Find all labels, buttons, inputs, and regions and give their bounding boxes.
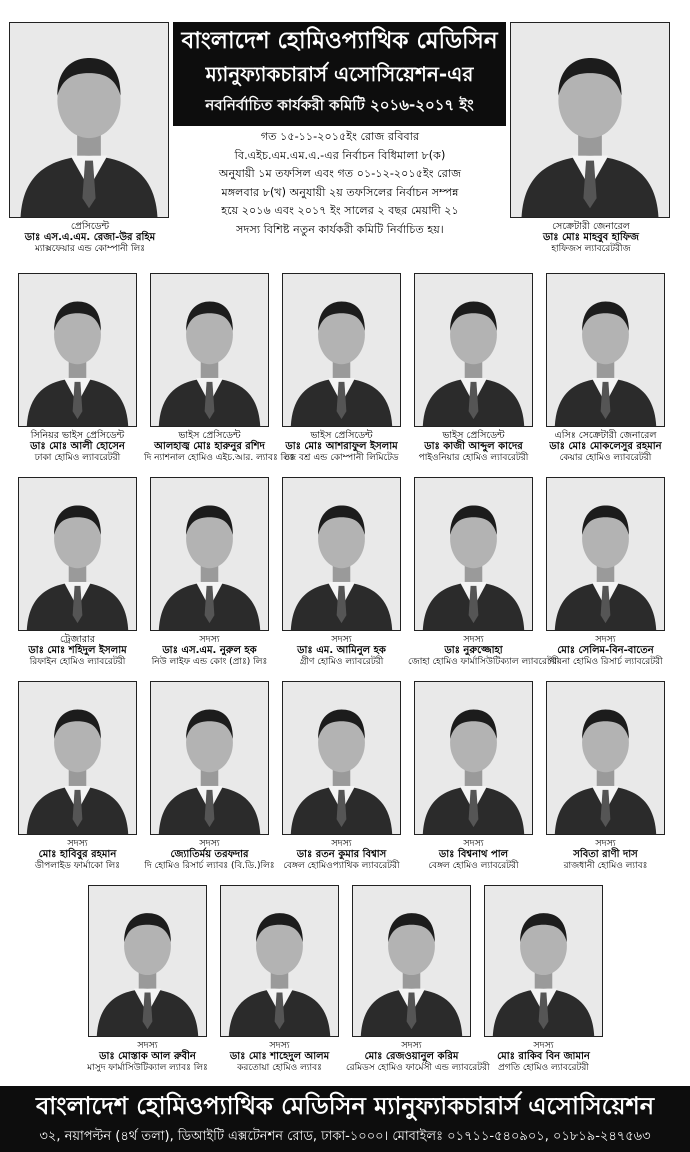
member-photo xyxy=(18,477,137,631)
portrait-silhouette xyxy=(415,274,532,426)
member-organization: দি হোমিও রিসার্চ ল্যাবঃ (বি.ডি.)লিঃ xyxy=(144,861,275,872)
member-organization: রাজধানী হোমিও ল্যাবঃ xyxy=(563,861,648,872)
member-caption xyxy=(144,634,275,668)
member-photo xyxy=(414,681,533,835)
member-photo xyxy=(484,885,603,1037)
member-name: ডাঃ মোঃ মোকলেসুর রহমান xyxy=(549,441,662,453)
member-name: ডাঃ এম. আমিনুল হক xyxy=(297,645,386,657)
member-organization: প্রগতি হোমিও ল্যাবরেটরী xyxy=(498,1063,589,1074)
member-role: প্রেসিডেন্ট xyxy=(70,221,110,232)
notice-line: মঙ্গলবার ৮(খ) অনুযায়ী ২য় তফসিলের নির্বাচন সম্পন্ন xyxy=(221,185,459,199)
member-organization: পাবনা হোমিও রিসার্চ ল্যাবরেটরী xyxy=(548,657,663,668)
portrait-silhouette xyxy=(151,682,268,834)
member-name: ডাঃ মোস্তাক আল রুবীন xyxy=(99,1051,196,1063)
member-role: সিনিয়র ভাইস প্রেসিডেন্ট xyxy=(30,430,125,441)
member-name: ডাঃ মোঃ মাহবুব হাফিজ xyxy=(543,232,639,244)
member-caption xyxy=(540,838,671,872)
member-organization: ঢাকা হোমিও ল্যাবরেটরী xyxy=(34,453,121,464)
member-role: সদস্য xyxy=(595,634,616,645)
member-name: ডাঃ মোঃ শহিদুল ইসলাম xyxy=(28,645,127,657)
member-photo xyxy=(546,681,665,835)
member-role: ট্রেজারার xyxy=(59,634,96,645)
contact-address: ৩২, নয়াপল্টন (৪র্থ তলা), ডিআইটি এক্সটেনশন রোড, ঢাকা-১০০০। মোবাইলঃ ০১৭১১-৫৪০৯০১, ০১৮১৯-২৪৭৫৬৩ xyxy=(39,1129,651,1144)
member-role: সদস্য xyxy=(199,838,220,849)
member-caption xyxy=(346,1040,490,1074)
member-role: সদস্য xyxy=(199,634,220,645)
member-name: ডাঃ নুরুজ্জোহা xyxy=(444,645,503,657)
title-line-3: নবনির্বাচিত কার্যকরী কমিটি ২০১৬-২০১৭ ইং xyxy=(205,96,474,114)
portrait-silhouette xyxy=(415,682,532,834)
member-caption xyxy=(478,1040,609,1074)
member-photo xyxy=(282,273,401,427)
title-line-2: ম্যানুফ্যাকচারার্স এসোসিয়েশন-এর xyxy=(205,62,474,86)
portrait-silhouette xyxy=(485,886,602,1036)
portrait-silhouette xyxy=(10,23,168,217)
member-organization: কেয়ার হোমিও ল্যাবরেটরী xyxy=(559,453,652,464)
member-caption xyxy=(408,634,560,668)
footer-banner xyxy=(0,1086,690,1152)
member-photo xyxy=(150,477,269,631)
member-organization: জে বশ্র এন্ড কোম্পানী লিমিটেড xyxy=(284,453,399,464)
member-name: ডাঃ এস.এম. নুরুল হক xyxy=(162,645,257,657)
member-caption xyxy=(276,430,407,464)
member-role: সদস্য xyxy=(401,1040,422,1051)
member-caption xyxy=(144,838,275,872)
member-caption xyxy=(276,838,407,872)
member-role: সদস্য xyxy=(67,838,88,849)
member-role: সদস্য xyxy=(463,838,484,849)
member-caption xyxy=(82,1040,213,1074)
title-line-1: বাংলাদেশ হোমিওপ্যাথিক মেডিসিন xyxy=(181,28,498,54)
portrait-silhouette xyxy=(511,23,669,217)
president-photo xyxy=(9,22,169,218)
member-role: সদস্য xyxy=(533,1040,554,1051)
secretary-general-caption xyxy=(505,221,677,255)
member-role: সদস্য xyxy=(331,838,352,849)
notice-line: হয়ে ২০১৬ এবং ২০১৭ ইং সালের ২ বছর মেয়াদী ২১ xyxy=(221,204,459,218)
member-organization: রিফাইন হোমিও ল্যাবরেটরী xyxy=(29,657,126,668)
member-name: ডাঃ মোঃ আশরাফুল ইসলাম xyxy=(285,441,398,453)
member-organization: হাফিজস ল্যাবরেটরীজ xyxy=(551,244,631,255)
member-name: ডাঃ বিশ্বনাথ পাল xyxy=(438,849,509,861)
member-name: ডাঃ মোঃ শাহেদুল আলম xyxy=(229,1051,330,1063)
portrait-silhouette xyxy=(547,274,664,426)
member-photo xyxy=(352,885,471,1037)
member-role: সদস্য xyxy=(595,838,616,849)
member-organization: ডীপলাইড ফার্মাকো লিঃ xyxy=(34,861,121,872)
member-organization: রেমিডস হোমিও ফার্মেসী এন্ড ল্যাবরেটরী xyxy=(346,1063,490,1074)
member-role: ভাইস প্রেসিডেন্ট xyxy=(442,430,505,441)
member-photo xyxy=(18,681,137,835)
portrait-silhouette xyxy=(89,886,206,1036)
member-organization: করতোয়া হোমিও ল্যাবঃ xyxy=(237,1063,322,1074)
member-name: ডাঃ মোঃ আলী হোসেন xyxy=(30,441,125,453)
member-caption xyxy=(144,430,295,464)
secretary-general-photo xyxy=(510,22,670,218)
member-caption xyxy=(12,634,143,668)
member-caption xyxy=(12,430,143,464)
member-photo xyxy=(414,477,533,631)
member-photo xyxy=(414,273,533,427)
member-role: সদস্য xyxy=(137,1040,158,1051)
portrait-silhouette xyxy=(19,682,136,834)
member-name: জ্যোতির্ময় তরফদার xyxy=(170,849,249,861)
portrait-silhouette xyxy=(283,274,400,426)
member-role: সদস্য xyxy=(463,634,484,645)
member-photo xyxy=(88,885,207,1037)
member-role: ভাইস প্রেসিডেন্ট xyxy=(310,430,373,441)
notice-line: অনুযায়ী ১ম তফসিল এবং গত ০১-১২-২০১৫ইং রোজ xyxy=(218,167,462,181)
member-organization: নিউ লাইফ এন্ড কোং (প্রাঃ) লিঃ xyxy=(151,657,268,668)
portrait-silhouette xyxy=(283,478,400,630)
portrait-silhouette xyxy=(19,274,136,426)
member-caption xyxy=(12,838,143,872)
member-photo xyxy=(150,681,269,835)
portrait-silhouette xyxy=(151,478,268,630)
portrait-silhouette xyxy=(415,478,532,630)
member-role: সদস্য xyxy=(331,634,352,645)
portrait-silhouette xyxy=(547,478,664,630)
title-banner xyxy=(173,22,506,126)
member-name: মোঃ রেজওয়ানুল করিম xyxy=(364,1051,459,1063)
member-name: মোঃ হাবিবুর রহমান xyxy=(38,849,117,861)
member-name: ডাঃ এস.এ.এম. রেজা-উর রহিম xyxy=(24,232,156,244)
notice-line: বি.এইচ.এম.এম.এ.-এর নির্বাচন বিধিমালা ৮(ক) xyxy=(234,148,446,162)
election-notice xyxy=(170,128,510,240)
member-name: ডাঃ রতন কুমার বিশ্বাস xyxy=(296,849,387,861)
portrait-silhouette xyxy=(283,682,400,834)
member-caption xyxy=(276,634,407,668)
association-name: বাংলাদেশ হোমিওপ্যাথিক মেডিসিন ম্যানুফ্যাকচারার্স এসোসিয়েশন xyxy=(35,1092,655,1120)
notice-line: সদস্য বিশিষ্ট নতুন কার্যকরী কমিটি নির্বাচিত হয়। xyxy=(236,222,444,236)
member-name: সবিতা রাণী দাস xyxy=(573,849,638,861)
member-name: মোঃ সেলিম-বিন-বাতেন xyxy=(557,645,654,657)
member-name: আলহাজ্ব মোঃ হারুনুর রশিদ xyxy=(154,441,265,453)
member-photo xyxy=(150,273,269,427)
member-name: মোঃ রাকিব বিন জামান xyxy=(497,1051,590,1063)
member-name: ডাঃ কাজী আব্দুল কাদের xyxy=(424,441,523,453)
member-organization: ম্যাক্সফেয়ার এন্ড কোম্পানী লিঃ xyxy=(34,244,146,255)
member-organization: পাইওনিয়ার হোমিও ল্যাবরেটরী xyxy=(418,453,529,464)
member-photo xyxy=(18,273,137,427)
member-photo xyxy=(546,477,665,631)
member-role: সেক্রেটারী জেনারেল xyxy=(552,221,630,232)
member-photo xyxy=(220,885,339,1037)
member-organization: বেঙ্গল হোমিও ল্যাবরেটরী xyxy=(428,861,519,872)
portrait-silhouette xyxy=(547,682,664,834)
member-photo xyxy=(546,273,665,427)
portrait-silhouette xyxy=(19,478,136,630)
member-role: ভাইস প্রেসিডেন্ট xyxy=(178,430,241,441)
member-role: সদস্য xyxy=(269,1040,290,1051)
member-caption xyxy=(540,634,671,668)
member-role: এসিঃ সেক্রেটারী জেনারেল xyxy=(554,430,657,441)
member-organization: গ্রীণ হোমিও ল্যাবরেটরী xyxy=(299,657,384,668)
portrait-silhouette xyxy=(353,886,470,1036)
member-photo xyxy=(282,477,401,631)
member-caption xyxy=(408,430,539,464)
notice-line: গত ১৫-১১-২০১৫ইং রোজ রবিবার xyxy=(260,130,420,143)
member-organization: মাসুদ ফার্মাসিউটিক্যাল ল্যাবঃ লিঃ xyxy=(87,1063,208,1074)
member-caption xyxy=(214,1040,345,1074)
portrait-silhouette xyxy=(151,274,268,426)
portrait-silhouette xyxy=(221,886,338,1036)
member-organization: জোহা হোমিও ফার্মাসিউটিক্যাল ল্যাবরেটরী xyxy=(408,657,560,668)
member-caption xyxy=(540,430,671,464)
member-organization: বেঙ্গল হোমিওপ্যাথিক ল্যাবরেটরী xyxy=(283,861,400,872)
member-caption xyxy=(408,838,539,872)
member-photo xyxy=(282,681,401,835)
president-caption xyxy=(4,221,176,255)
member-organization: দি ন্যাশনাল হোমিও এইচ.আর. ল্যাবঃ লিঃ xyxy=(144,453,295,464)
